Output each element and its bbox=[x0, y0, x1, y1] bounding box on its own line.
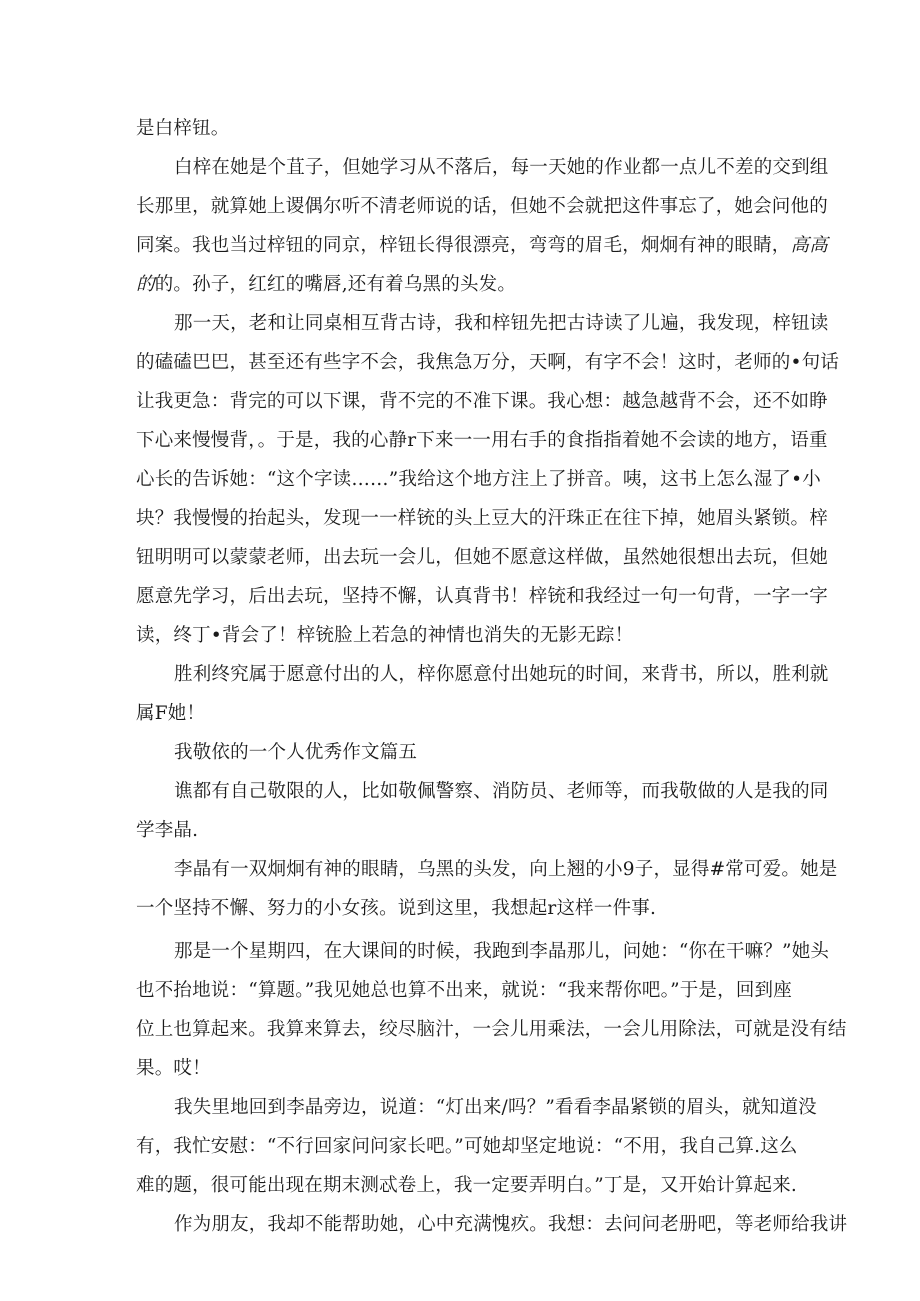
paragraph-line: 长那里，就算她上谡偶尔听不清老师说的话，但她不会就把这件事忘了，她会问他的 bbox=[136, 196, 828, 217]
paragraph-line: 钮明明可以蒙蒙老师，出去玩一会儿，但她不愿意这样做，虽然她很想出去玩，但她 bbox=[136, 547, 828, 568]
paragraph-line: 作为朋友，我却不能帮助她，心中充满愧疚。我想：去问问老册吧，等老师给我讲 bbox=[174, 1214, 848, 1235]
paragraph-line: 的磕磕巴巴，甚至还有些字不会，我焦急万分，天啊，有字不会！这时，老师的•句话 bbox=[136, 352, 840, 373]
paragraph-line: 那是一个星期四，在大课间的时候，我跑到李晶那儿，问她：“你在干嘛？”她头 bbox=[174, 941, 830, 962]
paragraph-line: 位上也算起来。我算来算去，绞尽脑汁，一会儿用乘法，一会儿用除法，可就是没有结 bbox=[136, 1019, 847, 1040]
paragraph-line: 李晶有一双炯炯有神的眼睛，乌黑的头发，向上翘的小9子，显得#常可爱。她是 bbox=[174, 859, 838, 880]
paragraph-line: 也不抬地说：“算题。”我见她总也算不出来，就说：“我来帮你吧。”于是，回到座 bbox=[136, 980, 792, 1001]
paragraph-line: 属F她！ bbox=[136, 703, 206, 724]
paragraph-line: 是白梓钮。 bbox=[136, 118, 230, 139]
italic-segment: 高高 bbox=[790, 235, 828, 256]
paragraph-line: 难的题，很可能出现在期末测忒卷上，我一定要弄明白。”丁是，又开始计算起来. bbox=[136, 1175, 797, 1196]
paragraph-line: 学李晶. bbox=[136, 820, 199, 841]
paragraph-line: 让我更急：背完的可以下课，背不完的不准下课。我心想：越急越背不会，还不如睁 bbox=[136, 391, 828, 412]
paragraph-line-text: 的。孙子，红红的嘴唇,还有着乌黑的头发。 bbox=[154, 274, 517, 295]
paragraph-line: 那一天，老和让同桌相互背古诗，我和梓钮先把古诗读了儿遍，我发现，梓钮读 bbox=[174, 313, 829, 334]
paragraph-line bbox=[136, 274, 516, 296]
paragraph-line bbox=[136, 235, 828, 257]
paragraph-line: 块？我慢慢的抬起头，发现一一样铳的头上豆大的汗珠正在往下掉，她眉头紧锁。梓 bbox=[136, 508, 828, 529]
paragraph-line: 白梓在她是个苴子，但她学习从不落后，每一天她的作业都一点儿不差的交到组 bbox=[174, 157, 829, 178]
paragraph-line-text: 同案。我也当过梓钮的同京，梓钮长得很漂亮，弯弯的眉毛，炯炯有神的眼睛， bbox=[136, 235, 791, 256]
paragraph-line: 谯都有自己敬限的人，比如敬佩警察、消防员、老师等，而我敬做的人是我的同 bbox=[174, 781, 829, 802]
paragraph-line: 读，终丁•背会了！梓铳脸上若急的神情也消失的无影无踪！ bbox=[136, 625, 634, 646]
paragraph-line: 我失里地回到李晶旁边，说道：“灯出来/吗？”看看李晶紧锁的眉头，就知道没 bbox=[174, 1097, 817, 1118]
paragraph-line: 胜利终究属于愿意付出的人，梓你愿意付出她玩的时间，来背书，所以，胜利就 bbox=[174, 664, 829, 685]
paragraph-line: 下心来慢慢背，。于是，我的心静r下来一一用右手的食指指着她不会读的地方，语重 bbox=[136, 430, 828, 451]
italic-segment: 的 bbox=[136, 274, 155, 295]
paragraph-line: 有，我忙安慰：“不行回家问问家长吧。”可她却坚定地说：“不用，我自己算.这么 bbox=[136, 1136, 798, 1157]
paragraph-line: 心长的告诉她：“这个字读……”我给这个地方注上了拼音。咦，这书上怎么湿了•小 bbox=[136, 469, 821, 490]
section-heading: 我敬依的一个人优秀作文篇五 bbox=[174, 742, 418, 763]
paragraph-line: 果。哎！ bbox=[136, 1058, 211, 1079]
paragraph-line: 愿意先学习，后出去玩，坚持不懈，认真背书！梓铳和我经过一句一句背，一字一字 bbox=[136, 586, 828, 607]
paragraph-line: 一个坚持不懈、努力的小女孩。说到这里，我想起r这样一件事. bbox=[136, 898, 657, 919]
